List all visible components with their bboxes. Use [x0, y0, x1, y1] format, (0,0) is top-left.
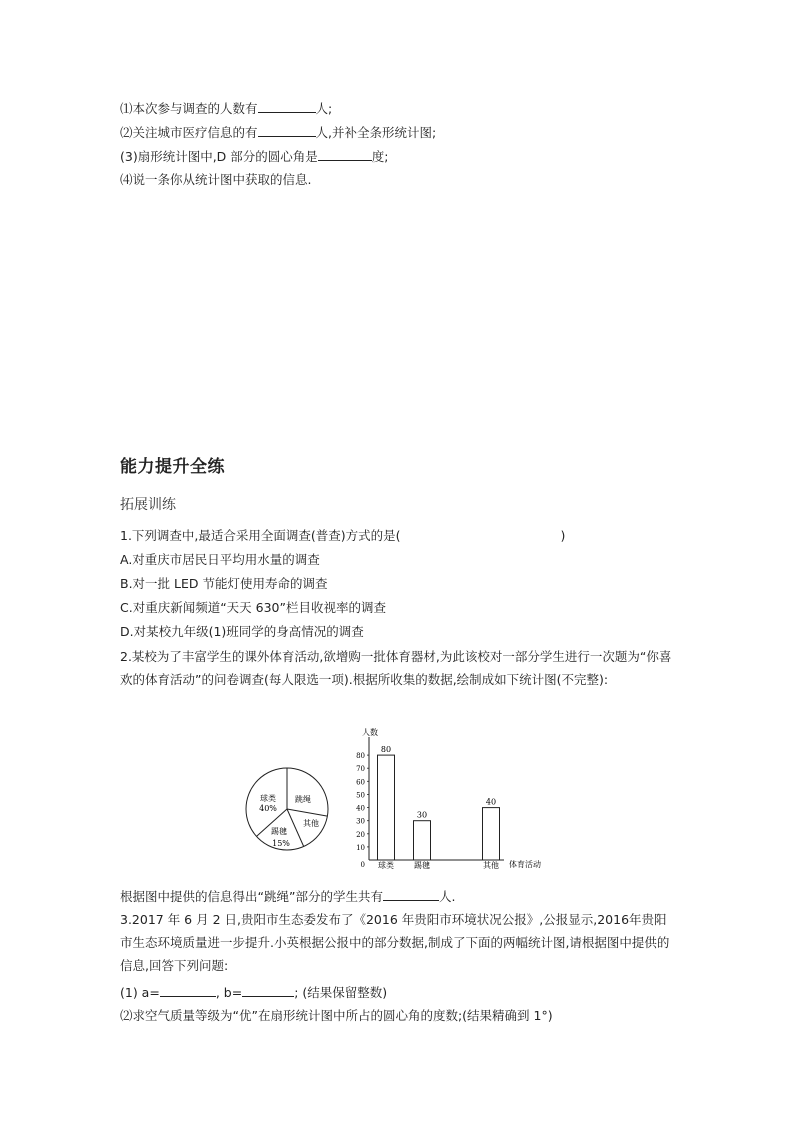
statistics-charts — [240, 725, 560, 875]
question-2-text: ⑵关注城市医疗信息的有 — [120, 125, 258, 140]
question-3 — [120, 147, 389, 166]
problem-1-close-paren: ) — [560, 528, 566, 543]
option-c: C.对重庆新闻频道“天天 630”栏目收视率的调查 — [120, 600, 386, 615]
pie-chart — [246, 768, 328, 850]
section-subtitle: 拓展训练 — [120, 497, 176, 513]
pie-slice-label: 其他 — [303, 819, 319, 828]
option-d: D.对某校九年级(1)班同学的身高情况的调查 — [120, 624, 364, 639]
problem-3-q1-b-label: , b= — [215, 985, 243, 1000]
problem-1-stem — [120, 527, 565, 545]
question-2-suffix: 人,并补全条形统计图; — [315, 125, 437, 140]
problem-2-stem: 2.某校为了丰富学生的课外体育活动,欲增购一批体育器材,为此该校对一部分学生进行一次题为“你喜欢的体育活动”的问卷调查(每人限选一项).根据所收集的数据,绘制成如下统计图(不完整): — [120, 649, 672, 687]
y-tick-label: 0 — [360, 861, 365, 869]
question-1-text: ⑴本次参与调查的人数有 — [120, 101, 258, 116]
pie-slice-label: 跳绳 — [295, 795, 311, 804]
y-tick-label: 20 — [356, 830, 365, 839]
y-tick-label: 60 — [356, 778, 365, 787]
problem-1-stem-text: 1.下列调查中,最适合采用全面调查(普查)方式的是( — [120, 528, 401, 543]
pie-divider — [287, 809, 327, 816]
answer-blank-a[interactable] — [160, 983, 216, 997]
question-1-suffix: 人; — [315, 101, 333, 116]
answer-blank[interactable] — [318, 147, 372, 161]
problem-2-question-text: 根据图中提供的信息得出“跳绳”部分的学生共有 — [120, 889, 383, 904]
bar — [483, 808, 500, 860]
y-tick-label: 70 — [356, 765, 365, 774]
question-2 — [120, 123, 436, 142]
bar — [414, 821, 431, 860]
answer-blank[interactable] — [258, 99, 316, 113]
y-tick-label: 50 — [356, 791, 365, 800]
problem-2-question — [120, 887, 455, 906]
pie-slice-label: 球类 — [260, 794, 276, 803]
problem-3-stem: 3.2017 年 6 月 2 日,贵阳市生态委发布了《2016 年贵阳市环境状况公报》,公报显示,2016年贵阳市生态环境质量进一步提升.小英根据公报中的部分数据,制成了下面的两幅统计图,请根据图中提供的信息,回答下列问题: — [120, 912, 670, 973]
y-tick-label: 30 — [356, 817, 365, 826]
x-tick-label: 其他 — [483, 861, 499, 870]
x-tick-label: 踢毽 — [414, 861, 430, 870]
pie-labels — [259, 793, 319, 848]
question-4: ⑷说一条你从统计图中获取的信息. — [120, 172, 312, 187]
pie-slice-label: 踢毽 — [271, 827, 287, 836]
option-a: A.对重庆市居民日平均用水量的调查 — [120, 552, 320, 567]
problem-3-q1-a-label: (1) a= — [120, 985, 160, 1000]
bar-value-label: 80 — [380, 745, 392, 755]
problem-3-q1-note: ; (结果保留整数) — [294, 985, 388, 1000]
pie-slice-percent: 15% — [272, 839, 290, 848]
x-tick-label: 球类 — [378, 861, 394, 870]
question-1 — [120, 99, 332, 118]
question-3-suffix: 度; — [371, 149, 389, 164]
bar-chart — [356, 727, 541, 870]
x-axis-label: 体育活动 — [509, 860, 541, 869]
bars — [378, 745, 500, 860]
pie-slice-percent: 40% — [259, 804, 277, 813]
x-tick-labels — [378, 860, 499, 870]
y-axis-label: 人数 — [362, 728, 378, 737]
option-b: B.对一批 LED 节能灯使用寿命的调查 — [120, 576, 328, 591]
problem-3-question-2: ⑵求空气质量等级为“优”在扇形统计图中所占的圆心角的度数;(结果精确到 1°) — [120, 1008, 553, 1023]
y-tick-label: 10 — [356, 843, 365, 852]
answer-blank[interactable] — [383, 887, 439, 901]
bar-value-label: 40 — [485, 797, 497, 807]
answer-blank-b[interactable] — [242, 983, 294, 997]
y-tick-label: 80 — [356, 752, 365, 761]
bar-value-label: 30 — [416, 810, 428, 820]
bar — [378, 755, 395, 860]
section-title: 能力提升全练 — [120, 457, 225, 477]
question-3-text: (3)扇形统计图中,D 部分的圆心角是 — [120, 149, 318, 164]
y-tick-label: 40 — [356, 804, 365, 813]
problem-3-question-1 — [120, 983, 387, 1002]
y-ticks — [356, 752, 369, 869]
answer-blank[interactable] — [258, 123, 316, 137]
problem-2-question-suffix: 人. — [438, 889, 456, 904]
